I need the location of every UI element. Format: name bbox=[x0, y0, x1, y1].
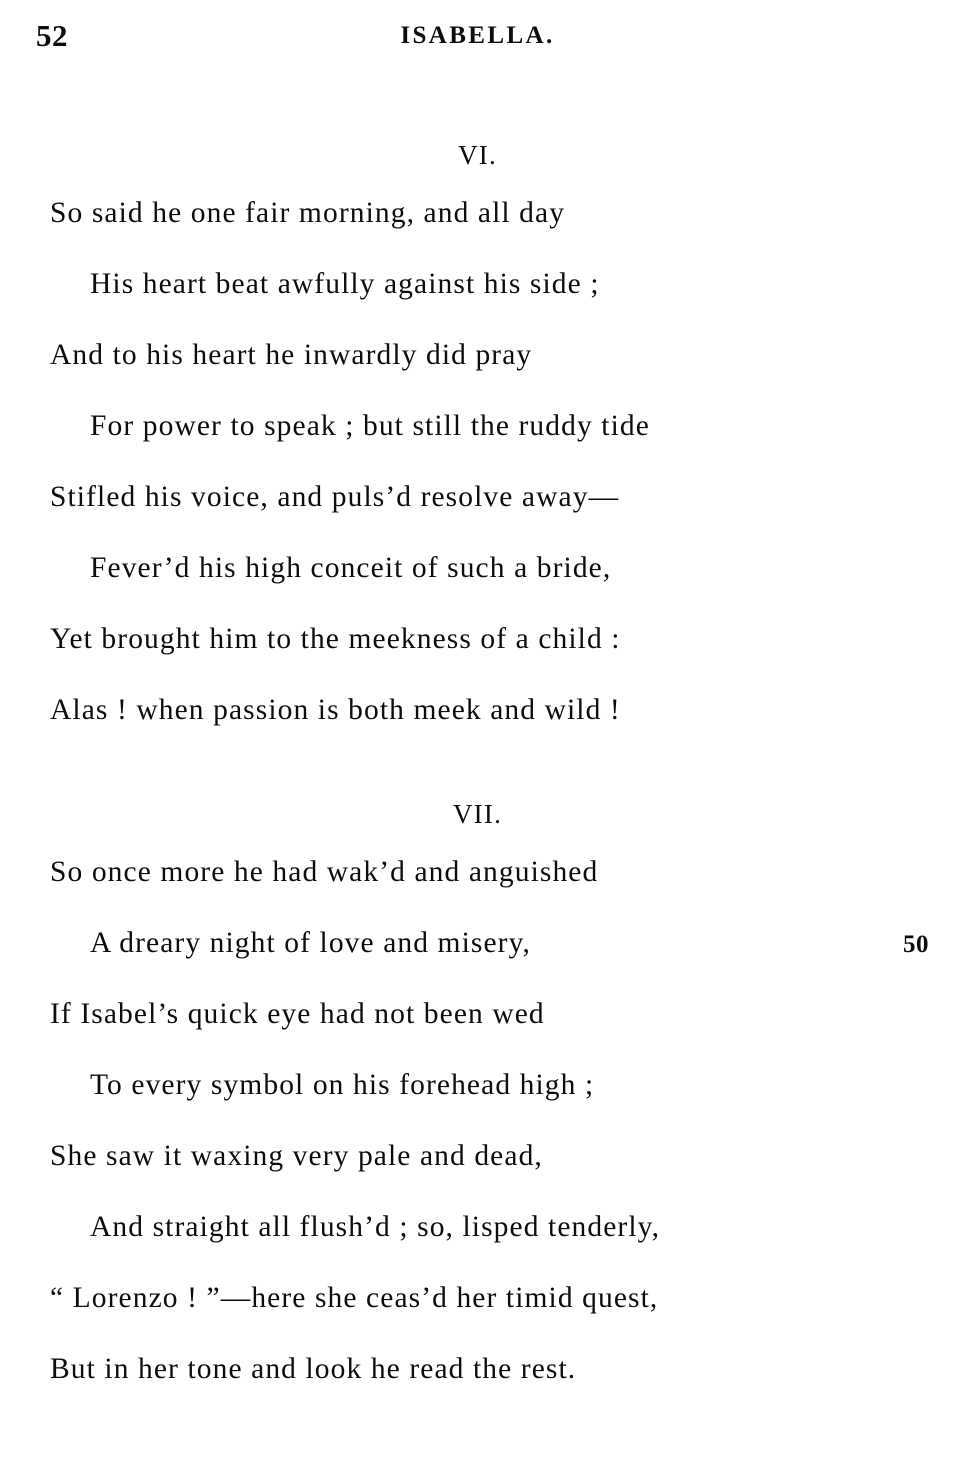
poem-line-text: A dreary night of love and misery, bbox=[90, 927, 532, 959]
poem-line-text: Alas ! when passion is both meek and wild ! bbox=[50, 694, 621, 726]
poem-line bbox=[0, 1353, 955, 1424]
stanza-number: VII. bbox=[452, 799, 503, 829]
running-title: ISABELLA. bbox=[400, 22, 555, 49]
poem-line bbox=[0, 694, 955, 765]
poem-line-text: If Isabel’s quick eye had not been wed bbox=[50, 998, 545, 1030]
poem-line-text: Fever’d his high conceit of such a bride, bbox=[90, 552, 612, 584]
stanza-number: VI. bbox=[458, 140, 497, 170]
poem-line bbox=[0, 1211, 955, 1282]
running-head bbox=[0, 18, 955, 62]
poem-line bbox=[0, 410, 955, 481]
stanza-vi bbox=[0, 140, 955, 765]
poem-line-text: Yet brought him to the meekness of a child : bbox=[50, 623, 621, 655]
poem-line-text: To every symbol on his forehead high ; bbox=[90, 1069, 595, 1101]
poem-line bbox=[0, 1069, 955, 1140]
poem-line-text: His heart beat awfully against his side ; bbox=[90, 268, 600, 300]
poem-line-text: Stifled his voice, and puls’d resolve away— bbox=[50, 481, 620, 513]
verse-line-number: 50 bbox=[903, 931, 929, 958]
stanza-vii bbox=[0, 799, 955, 1424]
poem-line bbox=[0, 268, 955, 339]
poem-line-text: But in her tone and look he read the rest. bbox=[50, 1353, 577, 1385]
poem-line bbox=[0, 998, 955, 1069]
poem-line bbox=[0, 623, 955, 694]
poem-line-text: So said he one fair morning, and all day bbox=[50, 197, 566, 229]
poem-line-text: For power to speak ; but still the ruddy tide bbox=[90, 410, 650, 442]
poem-line-text: She saw it waxing very pale and dead, bbox=[50, 1140, 543, 1172]
poem-line bbox=[0, 1140, 955, 1211]
poem-line bbox=[0, 481, 955, 552]
poem-body bbox=[0, 140, 955, 1424]
poem-line bbox=[0, 927, 955, 998]
poem-line bbox=[0, 552, 955, 623]
poem-line-text: So once more he had wak’d and anguished bbox=[50, 856, 599, 888]
poem-line bbox=[0, 339, 955, 410]
poem-line-text: And straight all flush’d ; so, lisped tenderly, bbox=[90, 1211, 661, 1243]
poem-line bbox=[0, 1282, 955, 1353]
poem-line bbox=[0, 197, 955, 268]
poem-line-text: “ Lorenzo ! ”—here she ceas’d her timid quest, bbox=[50, 1282, 659, 1314]
poem-line-text: And to his heart he inwardly did pray bbox=[50, 339, 533, 371]
page-number: 52 bbox=[36, 18, 68, 53]
poem-line bbox=[0, 856, 955, 927]
